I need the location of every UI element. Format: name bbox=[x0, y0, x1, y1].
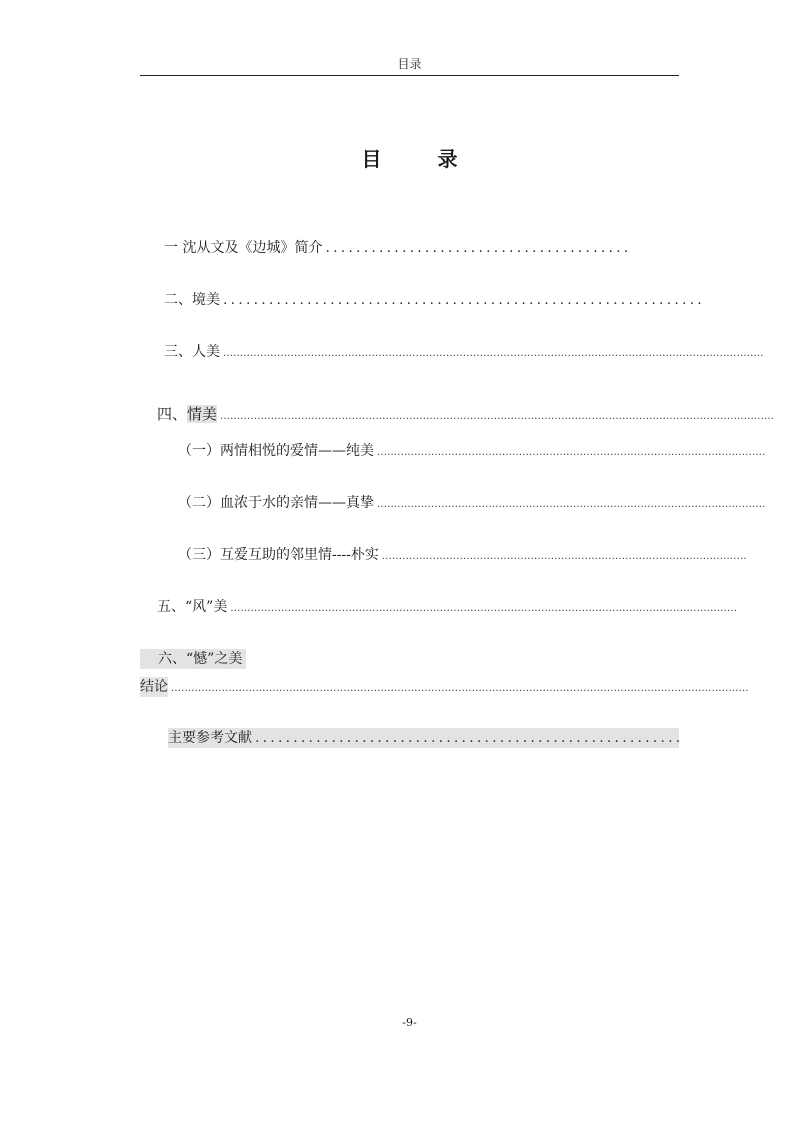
toc-leader: ................................................................................................................... bbox=[377, 499, 766, 510]
toc-entry-prefix: 四、 bbox=[157, 405, 188, 423]
toc-entry-label: （三）互爱互助的邻里情----朴实 bbox=[178, 547, 379, 563]
running-header: 目录 bbox=[397, 57, 422, 71]
toc-entry-highlight: 情美 bbox=[187, 405, 218, 423]
toc-entry-label: （二）血浓于水的亲情——真挚 bbox=[178, 495, 374, 511]
toc-leader: ................................................................................................................................................................ bbox=[223, 348, 764, 359]
toc-leader: ........................................ bbox=[325, 240, 632, 256]
toc-entry-label: 二、境美 bbox=[164, 292, 220, 308]
toc-leader: ........................................................................................................................................................................... bbox=[171, 683, 749, 694]
toc-entry-label bbox=[157, 404, 217, 424]
toc-entry[interactable] bbox=[164, 290, 705, 310]
toc-entry[interactable] bbox=[178, 493, 766, 515]
toc-leader: ................................................................................................................... bbox=[377, 447, 766, 458]
toc-entry-label: 结论 bbox=[140, 679, 168, 695]
toc-entry[interactable] bbox=[157, 597, 738, 619]
title-char-2: 录 bbox=[437, 147, 458, 171]
toc-leader: ...................................................................................................................................................... bbox=[230, 603, 738, 614]
toc-leader: ........................................................ bbox=[255, 730, 684, 746]
toc-entry[interactable] bbox=[140, 677, 749, 699]
toc-entry-label: 三、人美 bbox=[164, 344, 220, 360]
toc-leader: ............................................................... bbox=[223, 292, 705, 308]
toc-leader: .................................................................................................................................................................... bbox=[220, 411, 775, 422]
toc-entry-label: （一）两情相悦的爱情——纯美 bbox=[178, 443, 374, 459]
toc-entry[interactable] bbox=[140, 649, 269, 669]
toc-entry[interactable] bbox=[178, 441, 766, 463]
toc-entry[interactable] bbox=[164, 342, 764, 364]
toc-entry-label: 一 沈从文及《边城》简介 bbox=[164, 240, 323, 256]
toc-entry-label: 五、“风”美 bbox=[157, 599, 228, 615]
toc-leader: ............................................................................................................ bbox=[381, 551, 747, 562]
toc-entry[interactable] bbox=[178, 545, 747, 567]
page-title bbox=[140, 145, 679, 173]
toc-entry[interactable] bbox=[168, 728, 684, 748]
toc-entry-label: 六、“憾”之美 bbox=[140, 649, 246, 669]
page-number: -9- bbox=[402, 1016, 417, 1029]
title-char-1: 目 bbox=[361, 147, 382, 171]
toc-entry[interactable] bbox=[157, 404, 775, 427]
header-rule bbox=[140, 75, 679, 76]
toc-entry-label: 主要参考文献 bbox=[168, 730, 252, 746]
toc-entry[interactable] bbox=[164, 238, 674, 258]
